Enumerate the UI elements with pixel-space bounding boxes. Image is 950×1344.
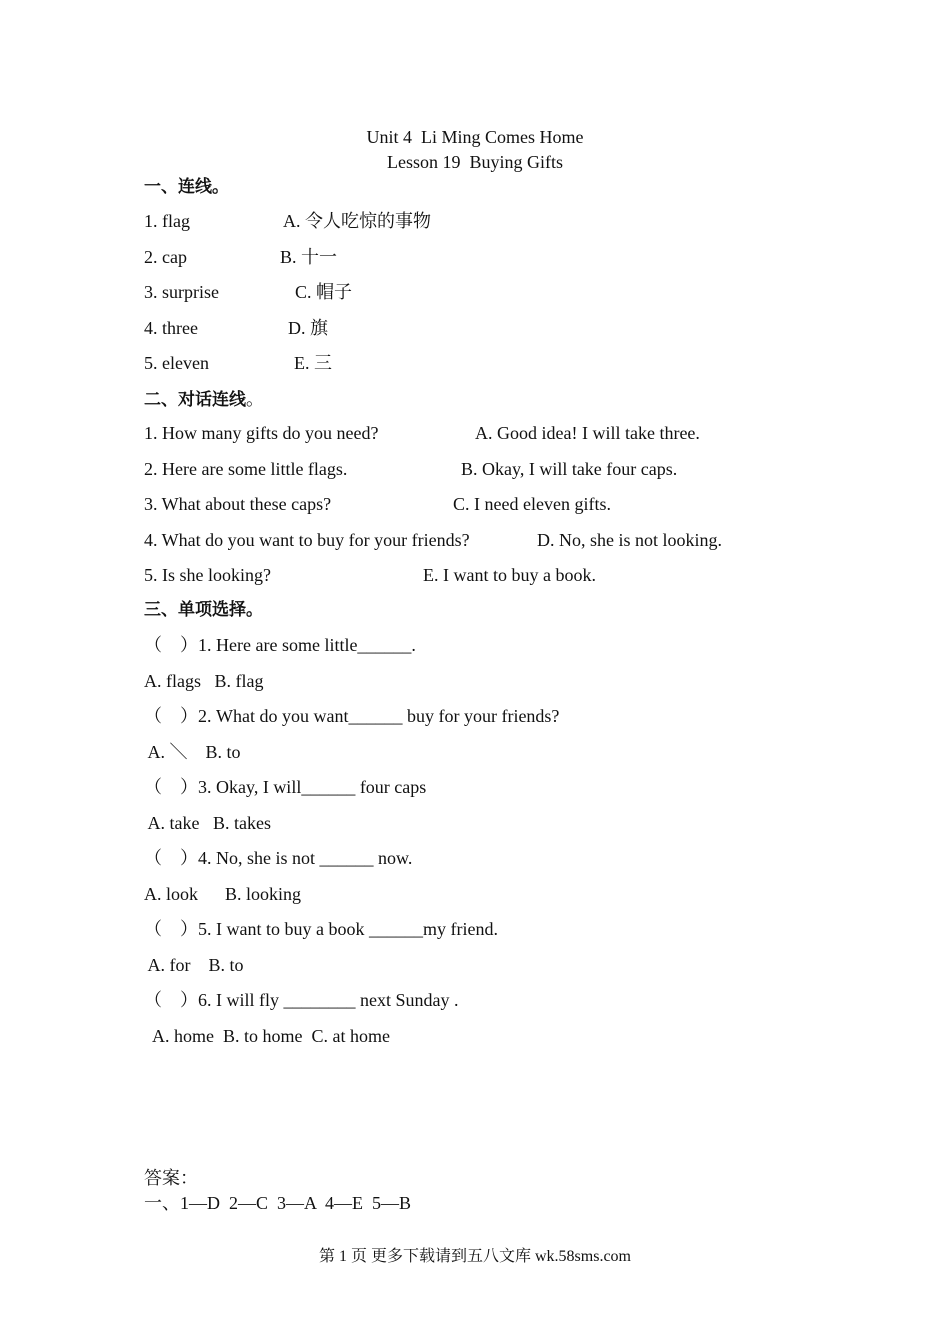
section-2-heading: 二、对话连线 (144, 390, 246, 410)
s1-right-c: C. 帽子 (295, 282, 353, 302)
s2-left-5: 5. Is she looking? (144, 565, 271, 585)
s2-left-1: 1. How many gifts do you need? (144, 423, 379, 443)
s3-question-5: （ ）5. I want to buy a book ______my friend. (144, 919, 498, 939)
s2-right-e: E. I want to buy a book. (423, 565, 596, 585)
s2-right-d: D. No, she is not looking. (537, 530, 723, 550)
title-line-1: Unit 4 Li Ming Comes Home (366, 127, 584, 147)
s3-question-1: （ ）1. Here are some little______. (144, 635, 416, 655)
s3-options-3: A. take B. takes (144, 813, 271, 833)
s2-left-4: 4. What do you want to buy for your friends? (144, 530, 470, 550)
section-2-heading-punct: 。 (246, 389, 264, 410)
s1-left-2: 2. cap (144, 247, 187, 267)
s3-question-2: （ ）2. What do you want______ buy for your friends? (144, 706, 560, 726)
s3-question-4: （ ）4. No, she is not ______ now. (144, 848, 413, 868)
s2-right-c: C. I need eleven gifts. (453, 494, 611, 514)
s3-options-2: A. ＼ B. to (144, 742, 241, 762)
s3-question-3: （ ）3. Okay, I will______ four caps (144, 777, 427, 797)
s1-right-a: A. 令人吃惊的事物 (283, 211, 431, 231)
s3-options-6: A. home B. to home C. at home (144, 1026, 390, 1046)
s3-options-1: A. flags B. flag (144, 671, 264, 691)
s1-left-3: 3. surprise (144, 282, 219, 302)
answers-line-1: 一、1—D 2—C 3—A 4—E 5—B (144, 1193, 412, 1213)
answers-label: 答案： (144, 1168, 198, 1188)
s1-right-e: E. 三 (294, 353, 332, 373)
s3-options-5: A. for B. to (144, 955, 244, 975)
s3-options-4: A. look B. looking (144, 884, 302, 904)
s1-left-1: 1. flag (144, 211, 190, 231)
s2-left-3: 3. What about these caps? (144, 494, 332, 514)
section-2-heading-wrap (144, 388, 264, 411)
title-line-2: Lesson 19 Buying Gifts (386, 152, 563, 172)
section-3-heading: 三、单项选择。 (144, 600, 263, 620)
s3-question-6: （ ）6. I will fly ________ next Sunday . (144, 990, 459, 1010)
page-footer: 第 1 页 更多下载请到五八文库 wk.58sms.com (318, 1248, 631, 1265)
s1-right-b: B. 十一 (280, 247, 338, 267)
section-1-heading: 一、连线。 (144, 177, 229, 197)
s2-right-b: B. Okay, I will take four caps. (461, 459, 678, 479)
s2-right-a: A. Good idea! I will take three. (475, 423, 700, 443)
s1-left-4: 4. three (144, 318, 198, 338)
s2-left-2: 2. Here are some little flags. (144, 459, 348, 479)
s1-left-5: 5. eleven (144, 353, 209, 373)
s1-right-d: D. 旗 (288, 318, 328, 338)
